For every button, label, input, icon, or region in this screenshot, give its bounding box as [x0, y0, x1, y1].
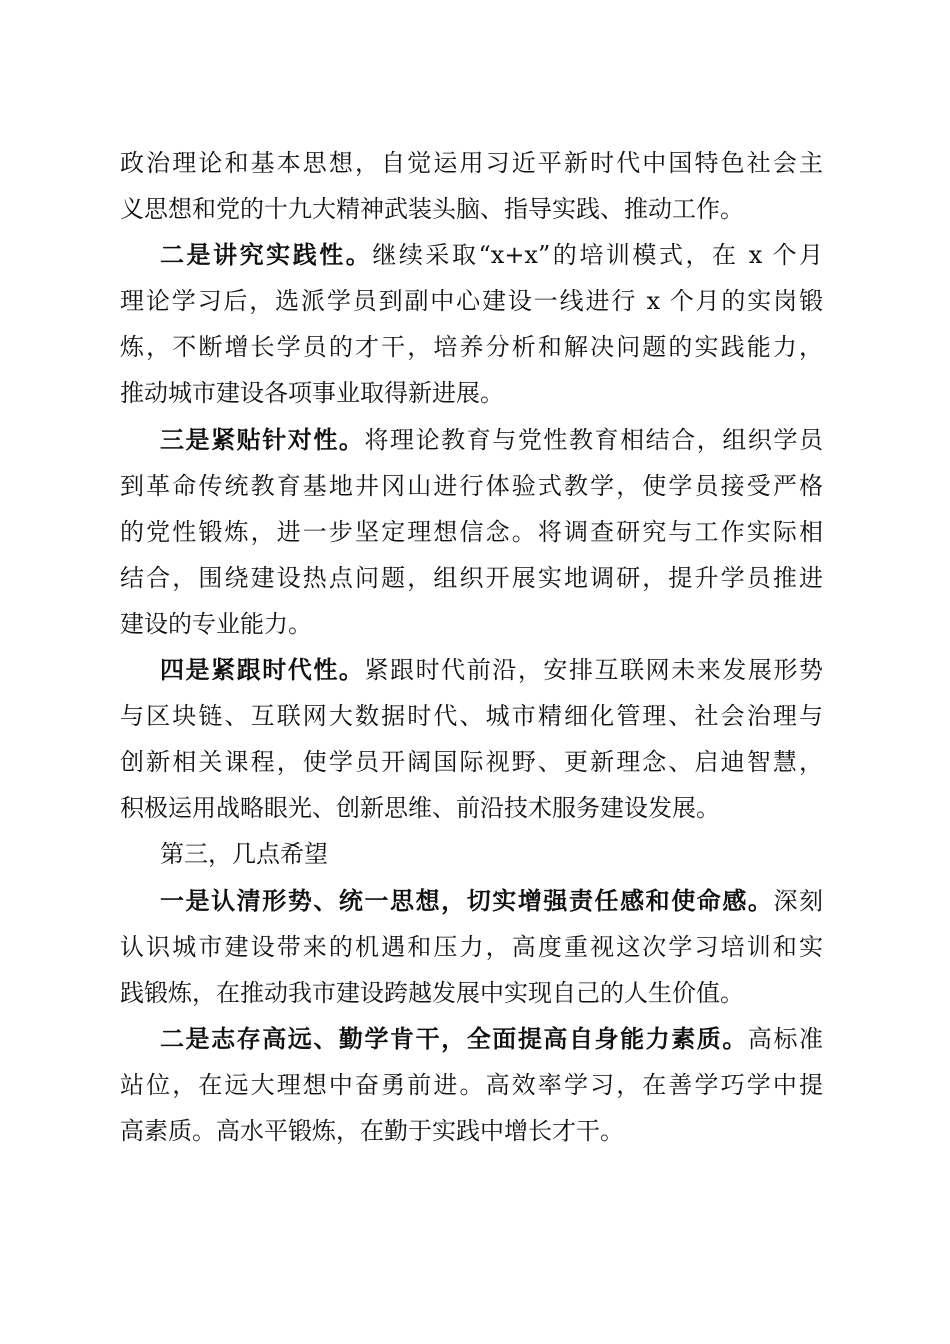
text-line [120, 1062, 823, 1108]
line-text: 义思想和党的十九大精神武装头脑、指导实践、推动工作。 [120, 195, 744, 224]
line-text: 炼，不断增长学员的才干，培养分析和解决问题的实践能力， [120, 333, 823, 362]
paragraph [120, 417, 823, 647]
document-page [120, 140, 823, 1154]
line-text: 创新相关课程，使学员开阔国际视野、更新理念、启迪智慧， [120, 748, 823, 777]
line-text: 政治理论和基本思想，自觉运用习近平新时代中国特色社会主 [120, 149, 823, 177]
line-text: 积极运用战略眼光、创新思维、前沿技术服务建设发展。 [120, 794, 720, 823]
text-line [120, 509, 823, 555]
paragraph-lead: 一是认清形势、统一思想，切实增强责任感和使命感。 [160, 885, 774, 915]
line-text: 站位，在远大理想中奋勇前进。高效率学习，在善学巧学中提 [120, 1070, 823, 1099]
line-text: 深刻 [773, 886, 824, 915]
text-line [120, 186, 823, 232]
line-text: 与区块链、互联网大数据时代、城市精细化管理、社会治理与 [120, 702, 823, 731]
line-text: 第三，几点希望 [160, 840, 328, 869]
text-line [120, 140, 823, 186]
text-line [120, 370, 823, 416]
text-line [120, 417, 823, 463]
text-line [120, 785, 823, 831]
line-text: 理论学习后，选派学员到副中心建设一线进行 x 个月的实岗锻 [120, 287, 823, 316]
text-line [120, 924, 823, 970]
text-line [120, 647, 823, 693]
line-text: 到革命传统教育基地井冈山进行体验式教学，使学员接受严格 [120, 471, 823, 500]
text-line [120, 463, 823, 509]
text-line [120, 739, 823, 785]
text-line [120, 878, 823, 924]
text-line [120, 601, 823, 647]
text-line [120, 555, 823, 601]
paragraph-lead: 三是紧贴针对性。 [160, 424, 365, 454]
paragraph [120, 647, 823, 831]
text-line [120, 232, 823, 278]
line-text: 推动城市建设各项事业取得新进展。 [120, 379, 504, 408]
line-text: 结合，围绕建设热点问题，组织开展实地调研，提升学员推进 [120, 563, 823, 592]
line-text: 高素质。高水平锻炼，在勤于实践中增长才干。 [120, 1116, 624, 1145]
text-line [120, 1016, 823, 1062]
line-text: 认识城市建设带来的机遇和压力，高度重视这次学习培训和实 [120, 932, 823, 961]
line-text: 紧跟时代前沿，安排互联网未来发展形势 [364, 656, 824, 685]
text-line [120, 324, 823, 370]
line-text: 继续采取“x+x”的培训模式，在 x 个月 [372, 241, 823, 270]
paragraph [120, 1016, 823, 1154]
paragraph [120, 831, 823, 877]
paragraph-lead: 二是志存高远、勤学肯干，全面提高自身能力素质。 [160, 1023, 748, 1053]
text-line [120, 1108, 823, 1154]
paragraph [120, 878, 823, 1016]
line-text: 践锻炼，在推动我市建设跨越发展中实现自己的人生价值。 [120, 978, 744, 1007]
paragraph-lead: 四是紧跟时代性。 [160, 655, 365, 685]
paragraph-lead: 二是讲究实践性。 [160, 240, 373, 270]
text-line [120, 693, 823, 739]
line-text: 建设的专业能力。 [120, 609, 312, 638]
line-text: 高标准 [747, 1024, 824, 1053]
text-line [120, 970, 823, 1016]
text-line [120, 278, 823, 324]
paragraph [120, 140, 823, 232]
line-text: 将理论教育与党性教育相结合，组织学员 [364, 425, 824, 454]
text-line [120, 831, 823, 877]
line-text: 的党性锻炼，进一步坚定理想信念。将调查研究与工作实际相 [120, 517, 823, 546]
paragraph [120, 232, 823, 416]
